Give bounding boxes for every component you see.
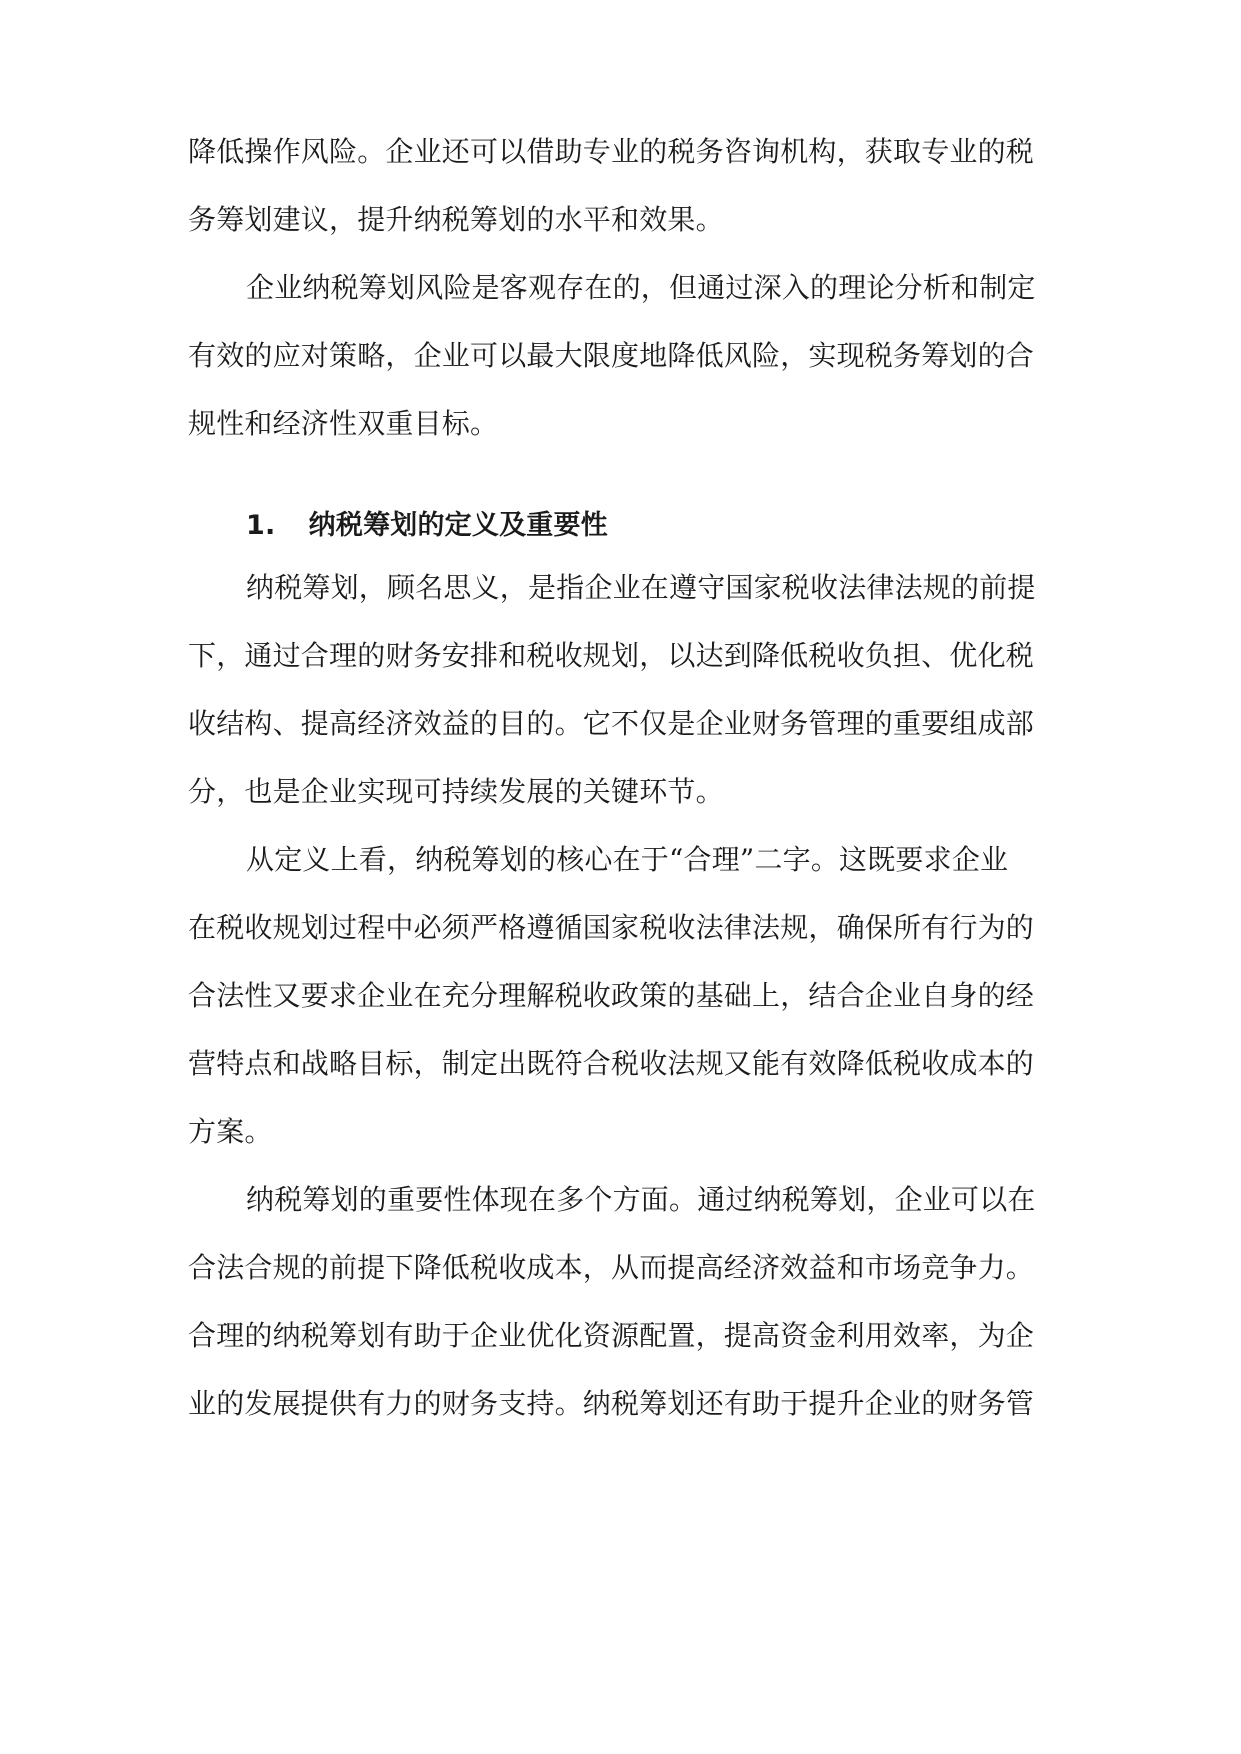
paragraph-line: 营特点和战略目标，制定出既符合税收法规又能有效降低税收成本的 xyxy=(188,1047,1035,1080)
paragraph-line: 合法性又要求企业在充分理解税收政策的基础上，结合企业自身的经 xyxy=(188,979,1035,1012)
section-number: 1. xyxy=(246,510,276,541)
paragraph-line: 纳税筹划的重要性体现在多个方面。通过纳税筹划，企业可以在 xyxy=(246,1183,1036,1216)
paragraph-line: 从定义上看，纳税筹划的核心在于“合理”二字。这既要求企业 xyxy=(246,843,1009,876)
paragraph-line: 有效的应对策略，企业可以最大限度地降低风险，实现税务筹划的合 xyxy=(188,339,1035,372)
paragraph-line: 规性和经济性双重目标。 xyxy=(188,407,499,440)
paragraph-line: 务筹划建议，提升纳税筹划的水平和效果。 xyxy=(188,203,724,236)
paragraph-line: 方案。 xyxy=(188,1115,273,1148)
section-heading xyxy=(246,506,608,546)
section-title: 纳税筹划的定义及重要性 xyxy=(308,510,608,541)
paragraph-line: 纳税筹划，顾名思义，是指企业在遵守国家税收法律法规的前提 xyxy=(246,571,1036,604)
paragraph-line: 下，通过合理的财务安排和税收规划，以达到降低税收负担、优化税 xyxy=(188,639,1035,672)
paragraph-line: 降低操作风险。企业还可以借助专业的税务咨询机构，获取专业的税 xyxy=(188,135,1035,168)
paragraph-line: 合理的纳税筹划有助于企业优化资源配置，提高资金利用效率，为企 xyxy=(188,1319,1035,1352)
paragraph-line: 合法合规的前提下降低税收成本，从而提高经济效益和市场竞争力。 xyxy=(188,1251,1035,1284)
paragraph-line: 在税收规划过程中必须严格遵循国家税收法律法规，确保所有行为的 xyxy=(188,911,1035,944)
paragraph-line: 收结构、提高经济效益的目的。它不仅是企业财务管理的重要组成部 xyxy=(188,707,1035,740)
paragraph-line: 分，也是企业实现可持续发展的关键环节。 xyxy=(188,775,724,808)
paragraph-line: 业的发展提供有力的财务支持。纳税筹划还有助于提升企业的财务管 xyxy=(188,1387,1035,1420)
paragraph-line: 企业纳税筹划风险是客观存在的，但通过深入的理论分析和制定 xyxy=(246,271,1036,304)
